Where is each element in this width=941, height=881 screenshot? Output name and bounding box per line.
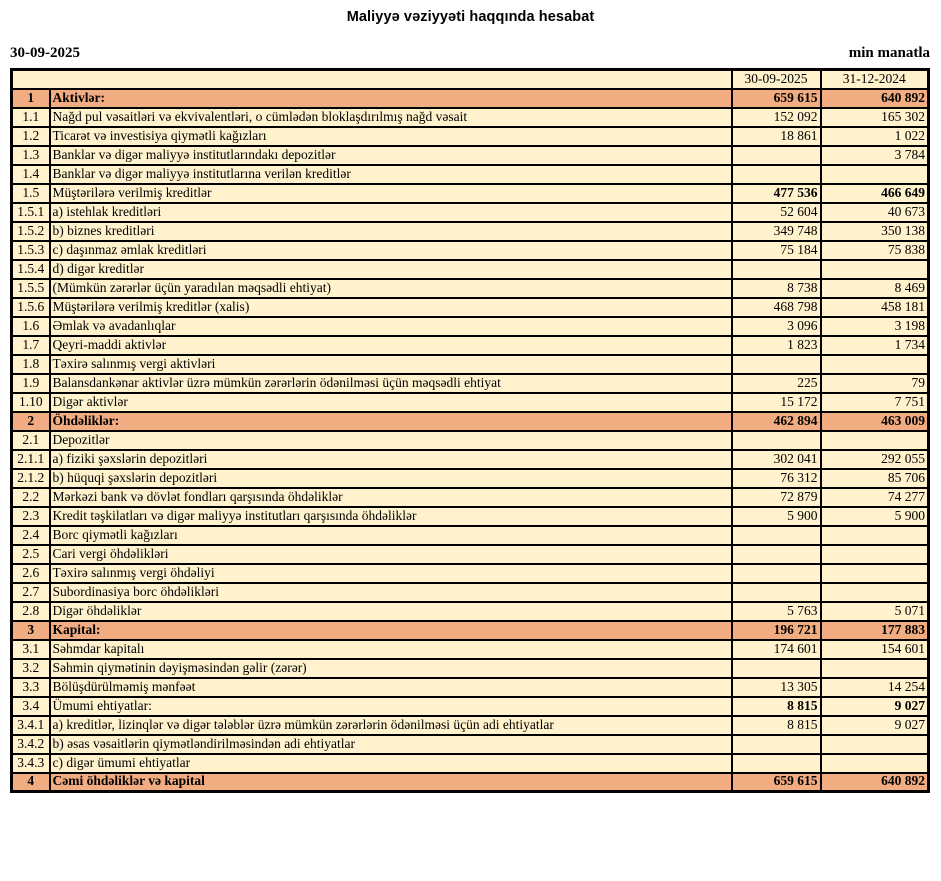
- row-num: 3.4.2: [12, 735, 50, 754]
- row-num: 1.9: [12, 374, 50, 393]
- row-label: Nağd pul vəsaitləri və ekvivalentləri, o cümlədən bloklaşdırılmış nağd vəsait: [50, 108, 732, 127]
- table-row: [12, 241, 929, 260]
- column-header-current: 30-09-2025: [732, 70, 821, 89]
- row-value-current: [732, 431, 821, 450]
- row-num: 1.8: [12, 355, 50, 374]
- row-value-previous: [821, 545, 929, 564]
- row-num: 1.5.2: [12, 222, 50, 241]
- row-value-previous: 8 469: [821, 279, 929, 298]
- row-label: b) biznes kreditləri: [50, 222, 732, 241]
- row-value-previous: 79: [821, 374, 929, 393]
- row-label: b) əsas vəsaitlərin qiymətləndirilməsindən adi ehtiyatlar: [50, 735, 732, 754]
- table-row: [12, 526, 929, 545]
- row-label: Banklar və digər maliyyə institutlarındakı depozitlər: [50, 146, 732, 165]
- row-label: (Mümkün zərərlər üçün yaradılan məqsədli ehtiyat): [50, 279, 732, 298]
- row-value-current: 196 721: [732, 621, 821, 640]
- table-row: [12, 583, 929, 602]
- row-num: 2.8: [12, 602, 50, 621]
- row-value-current: 468 798: [732, 298, 821, 317]
- row-value-previous: 14 254: [821, 678, 929, 697]
- table-row: [12, 716, 929, 735]
- row-label: Kredit təşkilatları və digər maliyyə institutları qarşısında öhdəliklər: [50, 507, 732, 526]
- row-label: a) istehlak kreditləri: [50, 203, 732, 222]
- row-value-current: 5 900: [732, 507, 821, 526]
- row-label: Subordinasiya borc öhdəlikləri: [50, 583, 732, 602]
- row-value-current: [732, 754, 821, 773]
- row-label: Təxirə salınmış vergi öhdəliyi: [50, 564, 732, 583]
- row-num: 3.3: [12, 678, 50, 697]
- table-row: [12, 108, 929, 127]
- table-row: [12, 507, 929, 526]
- row-value-current: [732, 165, 821, 184]
- row-num: 1.6: [12, 317, 50, 336]
- row-num: 1.3: [12, 146, 50, 165]
- row-value-previous: 292 055: [821, 450, 929, 469]
- row-value-previous: [821, 659, 929, 678]
- row-value-previous: 463 009: [821, 412, 929, 431]
- row-value-current: 75 184: [732, 241, 821, 260]
- row-value-current: 13 305: [732, 678, 821, 697]
- row-value-current: 174 601: [732, 640, 821, 659]
- table-row: [12, 659, 929, 678]
- row-value-previous: 350 138: [821, 222, 929, 241]
- table-row: [12, 165, 929, 184]
- row-value-previous: [821, 165, 929, 184]
- row-num: 2.3: [12, 507, 50, 526]
- row-value-current: 659 615: [732, 89, 821, 108]
- table-row: [12, 488, 929, 507]
- row-num: 1.5.6: [12, 298, 50, 317]
- table-row: [12, 621, 929, 640]
- row-num: 4: [12, 773, 50, 792]
- row-value-previous: [821, 526, 929, 545]
- row-value-current: [732, 735, 821, 754]
- row-num: 2.1.1: [12, 450, 50, 469]
- report-meta: [10, 45, 930, 62]
- row-value-previous: [821, 431, 929, 450]
- report-date: 30-09-2025: [10, 45, 80, 61]
- row-value-current: 477 536: [732, 184, 821, 203]
- row-value-current: 225: [732, 374, 821, 393]
- row-value-previous: 74 277: [821, 488, 929, 507]
- units-label: min manatla: [848, 45, 930, 61]
- table-body: [12, 89, 929, 792]
- table-row: [12, 317, 929, 336]
- row-label: Borc qiymətli kağızları: [50, 526, 732, 545]
- column-header-previous: 31-12-2024: [821, 70, 929, 89]
- table-row: [12, 431, 929, 450]
- row-num: 1.4: [12, 165, 50, 184]
- row-value-previous: 9 027: [821, 697, 929, 716]
- row-value-current: 52 604: [732, 203, 821, 222]
- row-label: Müştərilərə verilmiş kreditlər (xalis): [50, 298, 732, 317]
- table-row: [12, 355, 929, 374]
- row-num: 1.5.4: [12, 260, 50, 279]
- row-num: 3.4: [12, 697, 50, 716]
- row-value-current: 349 748: [732, 222, 821, 241]
- row-value-previous: 5 071: [821, 602, 929, 621]
- table-row: [12, 678, 929, 697]
- financial-position-table: [10, 68, 930, 793]
- row-value-current: [732, 564, 821, 583]
- row-value-current: 8 815: [732, 716, 821, 735]
- row-value-current: 15 172: [732, 393, 821, 412]
- row-label: Banklar və digər maliyyə institutlarına verilən kreditlər: [50, 165, 732, 184]
- row-value-current: [732, 355, 821, 374]
- row-value-current: [732, 526, 821, 545]
- table-row: [12, 773, 929, 792]
- row-value-current: 8 738: [732, 279, 821, 298]
- row-label: Digər öhdəliklər: [50, 602, 732, 621]
- row-value-previous: [821, 260, 929, 279]
- row-value-previous: 154 601: [821, 640, 929, 659]
- table-row: [12, 89, 929, 108]
- row-label: Depozitlər: [50, 431, 732, 450]
- row-num: 2.2: [12, 488, 50, 507]
- row-value-current: [732, 146, 821, 165]
- table-row: [12, 279, 929, 298]
- row-value-previous: 3 198: [821, 317, 929, 336]
- row-num: 1.5: [12, 184, 50, 203]
- row-value-current: 8 815: [732, 697, 821, 716]
- row-num: 2.7: [12, 583, 50, 602]
- row-label: c) daşınmaz əmlak kreditləri: [50, 241, 732, 260]
- row-value-current: [732, 659, 821, 678]
- row-value-current: 152 092: [732, 108, 821, 127]
- row-num: 3.4.1: [12, 716, 50, 735]
- table-row: [12, 640, 929, 659]
- row-num: 2.1: [12, 431, 50, 450]
- row-label: Digər aktivlər: [50, 393, 732, 412]
- table-row: [12, 336, 929, 355]
- row-num: 2.4: [12, 526, 50, 545]
- row-value-current: 462 894: [732, 412, 821, 431]
- row-value-previous: [821, 754, 929, 773]
- table-row: [12, 602, 929, 621]
- row-num: 1.5.3: [12, 241, 50, 260]
- row-label: Səhmin qiymətinin dəyişməsindən gəlir (zərər): [50, 659, 732, 678]
- table-row: [12, 545, 929, 564]
- row-value-previous: [821, 355, 929, 374]
- row-label: Mərkəzi bank və dövlət fondları qarşısında öhdəliklər: [50, 488, 732, 507]
- row-value-previous: 40 673: [821, 203, 929, 222]
- row-num: 3.4.3: [12, 754, 50, 773]
- row-value-previous: 1 022: [821, 127, 929, 146]
- table-row: [12, 127, 929, 146]
- row-num: 1.1: [12, 108, 50, 127]
- table-row: [12, 260, 929, 279]
- row-value-current: 72 879: [732, 488, 821, 507]
- row-value-previous: [821, 583, 929, 602]
- row-value-previous: 9 027: [821, 716, 929, 735]
- row-value-current: [732, 545, 821, 564]
- row-label: Müştərilərə verilmiş kreditlər: [50, 184, 732, 203]
- row-value-current: 1 823: [732, 336, 821, 355]
- row-label: Aktivlər:: [50, 89, 732, 108]
- row-label: Öhdəliklər:: [50, 412, 732, 431]
- table-row: [12, 469, 929, 488]
- row-value-current: [732, 260, 821, 279]
- table-row: [12, 564, 929, 583]
- row-value-previous: 458 181: [821, 298, 929, 317]
- row-label: Cəmi öhdəliklər və kapital: [50, 773, 732, 792]
- row-value-current: 76 312: [732, 469, 821, 488]
- table-row: [12, 298, 929, 317]
- table-row: [12, 754, 929, 773]
- row-label: Təxirə salınmış vergi aktivləri: [50, 355, 732, 374]
- table-row: [12, 450, 929, 469]
- row-num: 3.1: [12, 640, 50, 659]
- row-label: Cari vergi öhdəlikləri: [50, 545, 732, 564]
- row-value-previous: 165 302: [821, 108, 929, 127]
- row-value-previous: [821, 735, 929, 754]
- table-row: [12, 203, 929, 222]
- row-num: 1.7: [12, 336, 50, 355]
- row-label: c) digər ümumi ehtiyatlar: [50, 754, 732, 773]
- row-num: 1.5.5: [12, 279, 50, 298]
- row-num: 1.2: [12, 127, 50, 146]
- row-value-current: 3 096: [732, 317, 821, 336]
- row-value-previous: [821, 564, 929, 583]
- table-row: [12, 374, 929, 393]
- row-label: Qeyri-maddi aktivlər: [50, 336, 732, 355]
- row-value-previous: 640 892: [821, 89, 929, 108]
- row-value-previous: 466 649: [821, 184, 929, 203]
- row-value-previous: 5 900: [821, 507, 929, 526]
- row-value-previous: 75 838: [821, 241, 929, 260]
- row-label: Bölüşdürülməmiş mənfəət: [50, 678, 732, 697]
- row-value-previous: 3 784: [821, 146, 929, 165]
- table-row: [12, 222, 929, 241]
- row-value-previous: 7 751: [821, 393, 929, 412]
- row-num: 3.2: [12, 659, 50, 678]
- page-title: Maliyyə vəziyyəti haqqında hesabat: [346, 9, 595, 25]
- row-value-current: 302 041: [732, 450, 821, 469]
- row-label: Ümumi ehtiyatlar:: [50, 697, 732, 716]
- row-label: Balansdankənar aktivlər üzrə mümkün zərərlərin ödənilməsi üçün məqsədli ehtiyat: [50, 374, 732, 393]
- row-value-previous: 177 883: [821, 621, 929, 640]
- table-row: [12, 184, 929, 203]
- row-value-previous: 85 706: [821, 469, 929, 488]
- row-label: b) hüquqi şəxslərin depozitləri: [50, 469, 732, 488]
- row-value-current: [732, 583, 821, 602]
- table-row: [12, 146, 929, 165]
- row-num: 1: [12, 89, 50, 108]
- row-num: 3: [12, 621, 50, 640]
- row-label: a) kreditlər, lizinqlər və digər tələblər üzrə mümkün zərərlərin ödənilməsi üçün adi ehtiyatlar: [50, 716, 732, 735]
- row-label: Kapital:: [50, 621, 732, 640]
- row-num: 2: [12, 412, 50, 431]
- row-num: 2.6: [12, 564, 50, 583]
- row-label: Əmlak və avadanlıqlar: [50, 317, 732, 336]
- row-label: d) digər kreditlər: [50, 260, 732, 279]
- row-label: a) fiziki şəxslərin depozitləri: [50, 450, 732, 469]
- row-value-previous: 1 734: [821, 336, 929, 355]
- row-value-current: 659 615: [732, 773, 821, 792]
- row-label: Səhmdar kapitalı: [50, 640, 732, 659]
- row-num: 2.5: [12, 545, 50, 564]
- row-value-current: 5 763: [732, 602, 821, 621]
- row-num: 2.1.2: [12, 469, 50, 488]
- table-row: [12, 697, 929, 716]
- table-row: [12, 735, 929, 754]
- row-num: 1.5.1: [12, 203, 50, 222]
- row-value-previous: 640 892: [821, 773, 929, 792]
- table-header-row: [12, 70, 929, 89]
- row-label: Ticarət və investisiya qiymətli kağızları: [50, 127, 732, 146]
- row-value-current: 18 861: [732, 127, 821, 146]
- table-row: [12, 412, 929, 431]
- table-row: [12, 393, 929, 412]
- row-num: 1.10: [12, 393, 50, 412]
- header-empty-cell: [12, 70, 732, 89]
